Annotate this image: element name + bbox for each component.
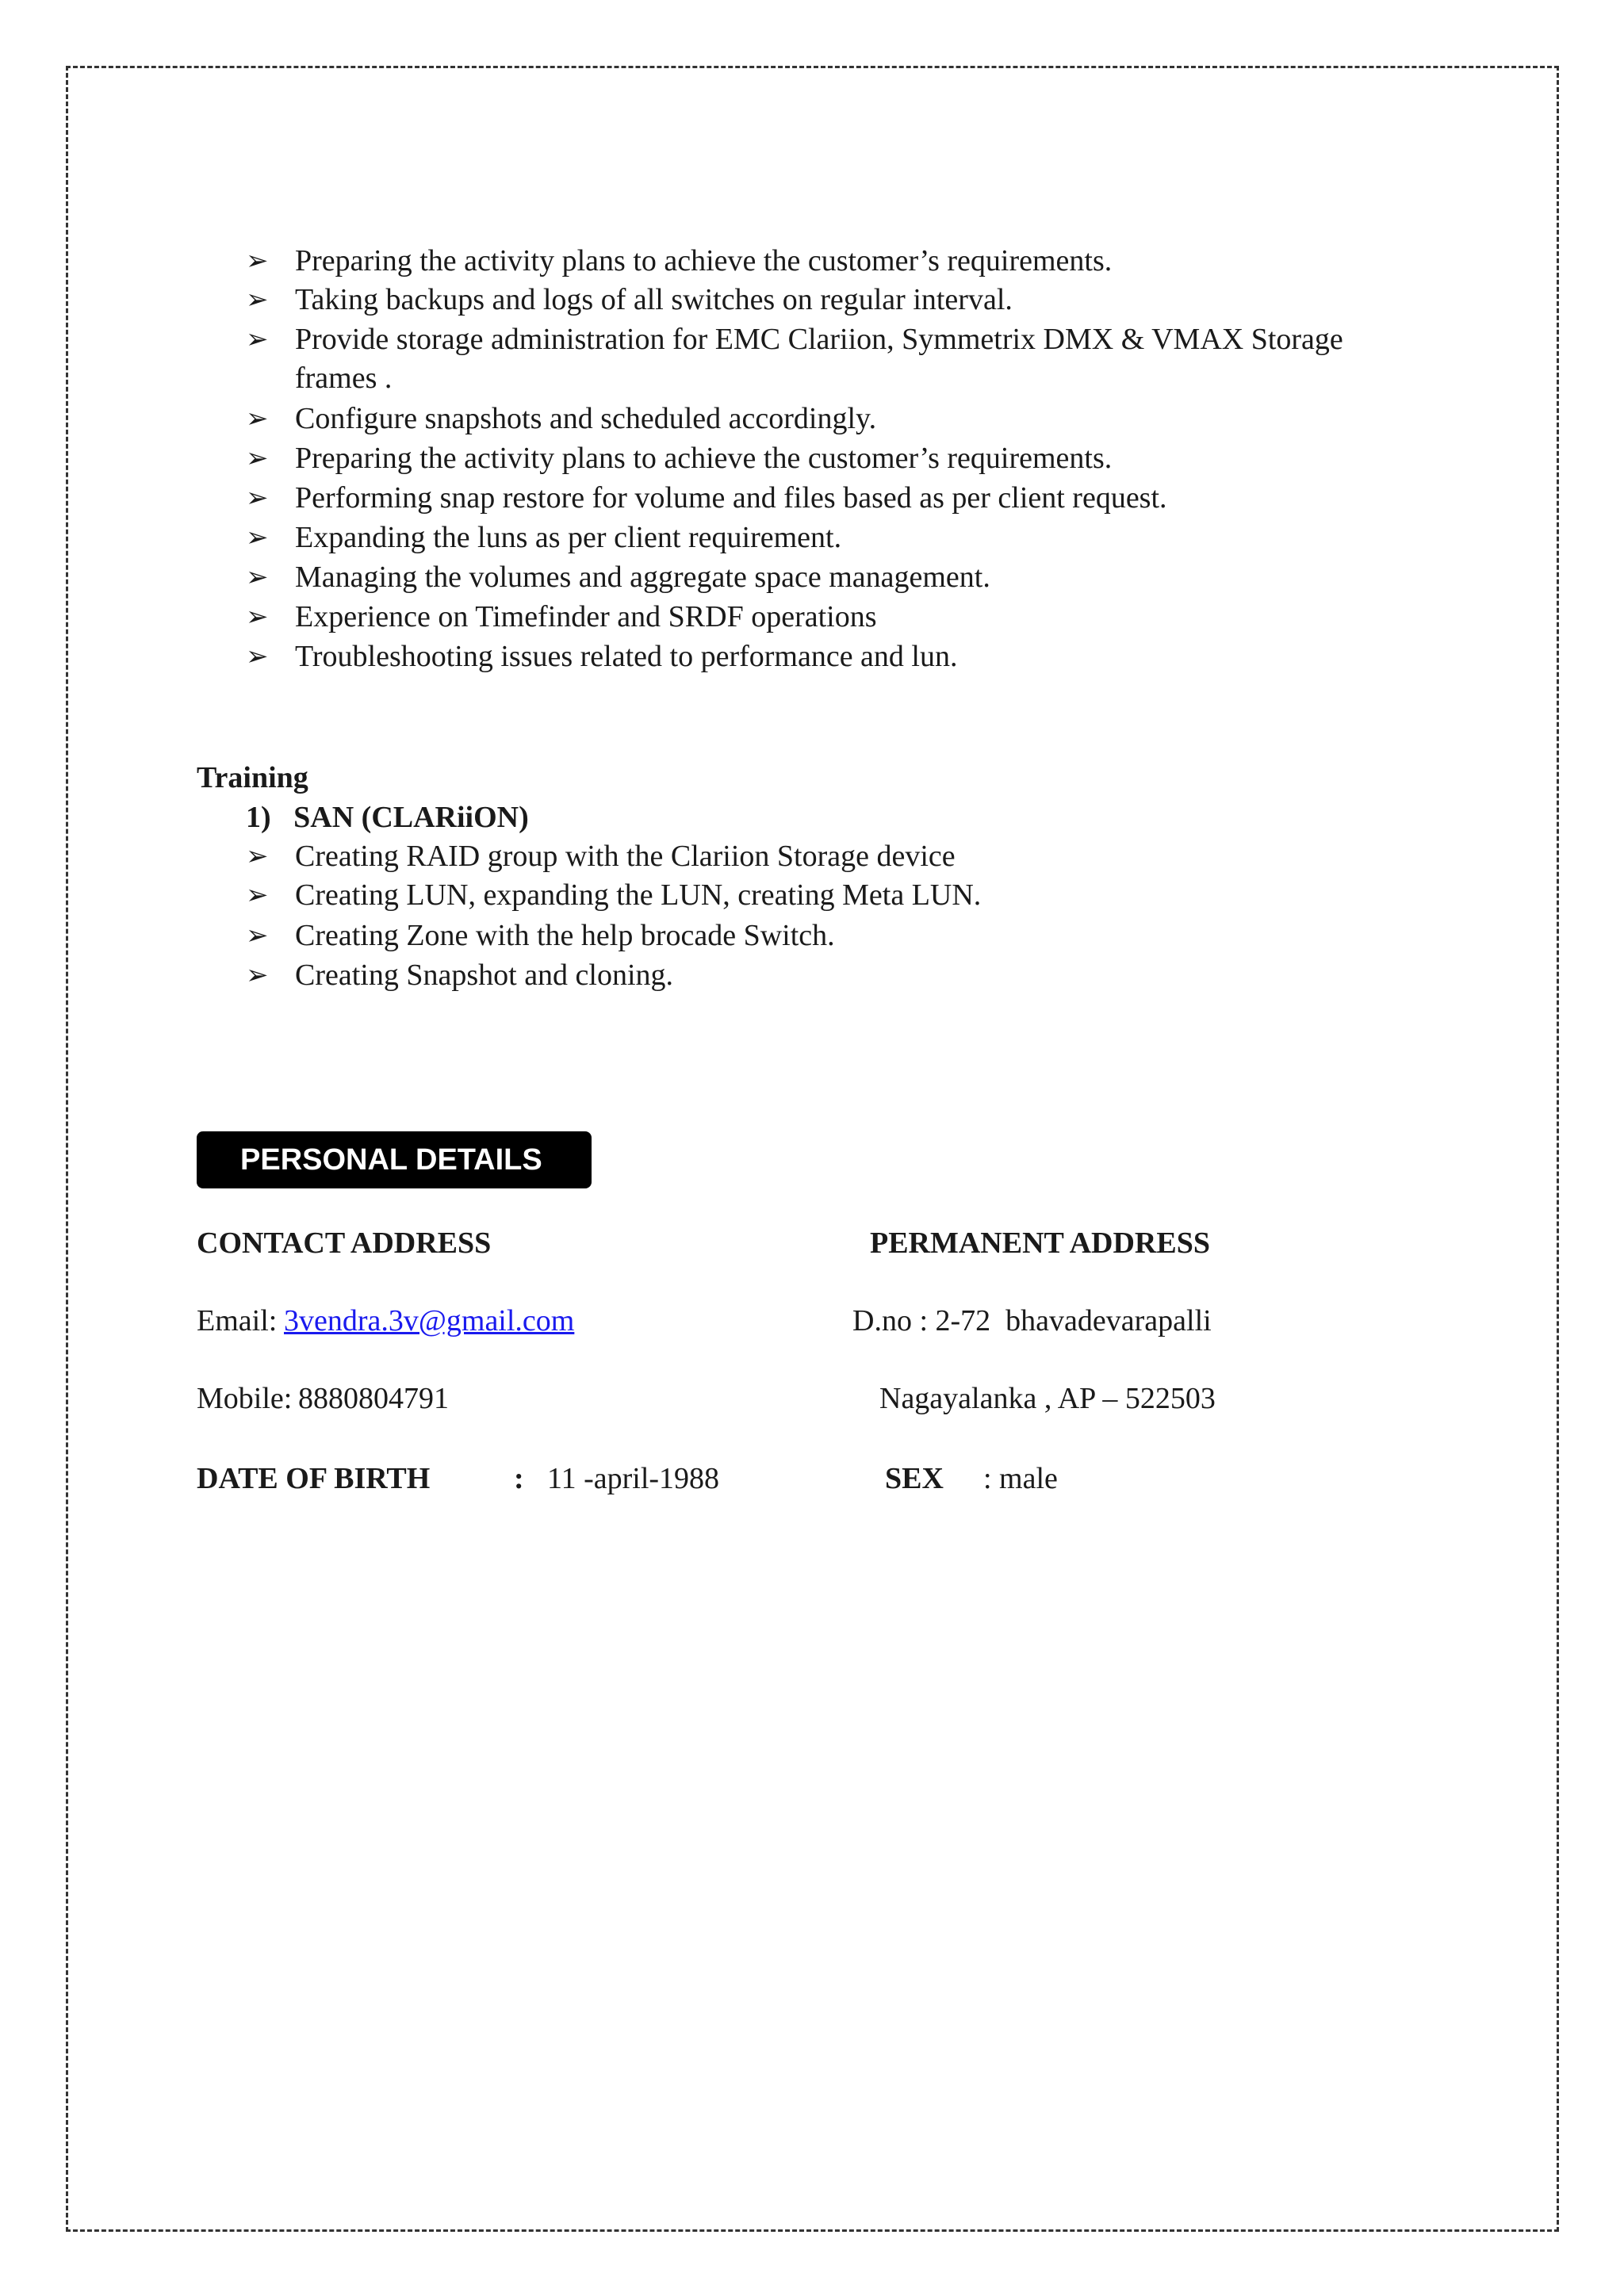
arrow-bullet-icon: ➢ xyxy=(246,482,269,514)
arrow-bullet-icon: ➢ xyxy=(246,920,269,951)
arrow-bullet-icon: ➢ xyxy=(246,641,269,672)
mobile-value: 8880804791 xyxy=(298,1382,449,1415)
experience-bullet: Preparing the activity plans to achieve the customer’s requirements. xyxy=(295,442,1113,475)
arrow-bullet-icon: ➢ xyxy=(246,522,269,553)
arrow-bullet-icon: ➢ xyxy=(246,245,269,277)
dob-colon: : xyxy=(514,1462,524,1495)
contact-address-heading: CONTACT ADDRESS xyxy=(197,1226,492,1260)
permanent-address-heading: PERMANENT ADDRESS xyxy=(870,1226,1210,1260)
training-subheading: 1) SAN (CLARiiON) xyxy=(246,801,529,834)
mobile-label: Mobile: xyxy=(197,1382,293,1415)
arrow-bullet-icon: ➢ xyxy=(246,561,269,593)
email-label: Email: xyxy=(197,1304,278,1337)
experience-bullet: Performing snap restore for volume and files based as per client request. xyxy=(295,481,1167,515)
arrow-bullet-icon: ➢ xyxy=(246,879,269,911)
experience-bullet: Expanding the luns as per client requirement. xyxy=(295,521,842,554)
address-line2: Nagayalanka , AP – 522503 xyxy=(879,1382,1216,1415)
experience-bullet: Preparing the activity plans to achieve the customer’s requirements. xyxy=(295,244,1113,277)
training-bullet: Creating Snapshot and cloning. xyxy=(295,959,674,992)
arrow-bullet-icon: ➢ xyxy=(246,284,269,316)
email-link[interactable]: 3vendra.3v@gmail.com xyxy=(284,1304,575,1337)
arrow-bullet-icon: ➢ xyxy=(246,959,269,991)
arrow-bullet-icon: ➢ xyxy=(246,442,269,474)
arrow-bullet-icon: ➢ xyxy=(246,403,269,434)
training-heading: Training xyxy=(197,761,308,794)
experience-bullet: Taking backups and logs of all switches on regular interval. xyxy=(295,283,1013,316)
experience-bullet: Provide storage administration for EMC Clariion, Symmetrix DMX & VMAX Storage xyxy=(295,323,1343,356)
personal-details-header: PERSONAL DETAILS xyxy=(197,1131,592,1188)
arrow-bullet-icon: ➢ xyxy=(246,840,269,872)
training-bullet: Creating LUN, expanding the LUN, creating Meta LUN. xyxy=(295,878,982,912)
dob-value: 11 -april-1988 xyxy=(547,1462,720,1495)
arrow-bullet-icon: ➢ xyxy=(246,323,269,355)
experience-bullet: Managing the volumes and aggregate space management. xyxy=(295,561,990,594)
address-line1: D.no : 2-72 bhavadevarapalli xyxy=(852,1304,1212,1337)
arrow-bullet-icon: ➢ xyxy=(246,601,269,633)
experience-bullet: Experience on Timefinder and SRDF operations xyxy=(295,600,877,633)
training-bullet: Creating RAID group with the Clariion Storage device xyxy=(295,840,956,873)
sex-label: SEX xyxy=(885,1462,944,1495)
training-bullet: Creating Zone with the help brocade Switch. xyxy=(295,919,835,952)
experience-bullet-continuation: frames . xyxy=(295,362,393,395)
dob-label: DATE OF BIRTH xyxy=(197,1462,431,1495)
experience-bullet: Troubleshooting issues related to performance and lun. xyxy=(295,640,958,673)
sex-value: : male xyxy=(983,1462,1058,1495)
experience-bullet: Configure snapshots and scheduled accordingly. xyxy=(295,402,877,435)
